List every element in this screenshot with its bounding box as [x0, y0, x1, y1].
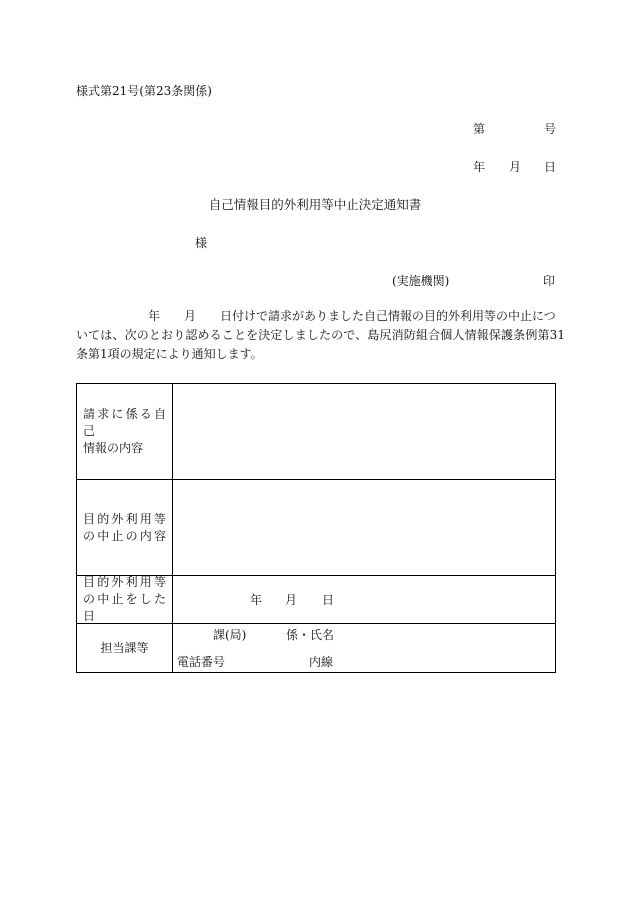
notice-body: [76, 307, 566, 364]
table-row-suspension-date: [77, 576, 555, 624]
table-row-suspension-content: [77, 480, 555, 576]
form-number: 様式第21号(第23条関係): [76, 84, 212, 98]
body-line-3: 条第1項の規定により通知します。: [76, 347, 263, 361]
body-line-1: [76, 307, 556, 326]
table-row-contact: [77, 624, 555, 672]
recipient-honorific: 様: [195, 236, 208, 250]
section-label: 課(局): [213, 628, 247, 642]
label-line: 担当課等: [100, 640, 149, 655]
table-row-request-content: [77, 384, 555, 480]
body-month: 月: [184, 309, 197, 323]
issuing-agency: (実施機関): [392, 274, 450, 288]
label-suspension-date: [77, 576, 173, 623]
request-content-field[interactable]: [173, 384, 555, 479]
suspension-month: 月: [285, 593, 298, 607]
body-year: 年: [148, 309, 161, 323]
contact-field[interactable]: [173, 624, 555, 672]
label-request-content: [77, 384, 173, 479]
body-line-1-text: 日付けで請求がありました自己情報の目的外利用等の中止につ: [220, 309, 556, 323]
phone-label: 電話番号: [177, 655, 226, 669]
document-title: 自己情報目的外利用等中止決定通知書: [208, 197, 422, 212]
extension-label: 内線: [309, 655, 334, 669]
seal-mark: 印: [543, 274, 556, 288]
reference-number-suffix: 号: [544, 122, 557, 136]
label-line: 目的外利用等: [83, 511, 166, 526]
issue-date-day: 日: [544, 160, 557, 174]
label-line: の中止をした日: [83, 592, 166, 623]
issue-date-month: 月: [509, 160, 522, 174]
staff-name-label: 係・氏名: [286, 628, 335, 642]
issue-date-year: 年: [473, 160, 486, 174]
label-contact: [77, 624, 173, 672]
reference-number-prefix: 第: [473, 122, 486, 136]
suspension-date-field[interactable]: [173, 576, 555, 623]
label-line: の中止の内容: [83, 528, 166, 543]
decision-details-table: [76, 383, 556, 673]
suspension-content-field[interactable]: [173, 480, 555, 575]
label-line: 情報の内容: [83, 441, 144, 455]
label-suspension-content: [77, 480, 173, 575]
body-line-2: いては、次のとおり認めることを決定しましたので、島尻消防組合個人情報保護条例第31: [76, 328, 566, 342]
label-line: 目的外利用等: [83, 575, 166, 589]
label-line: 請求に係る自己: [83, 407, 166, 438]
suspension-day: 日: [322, 593, 335, 607]
suspension-year: 年: [250, 593, 263, 607]
